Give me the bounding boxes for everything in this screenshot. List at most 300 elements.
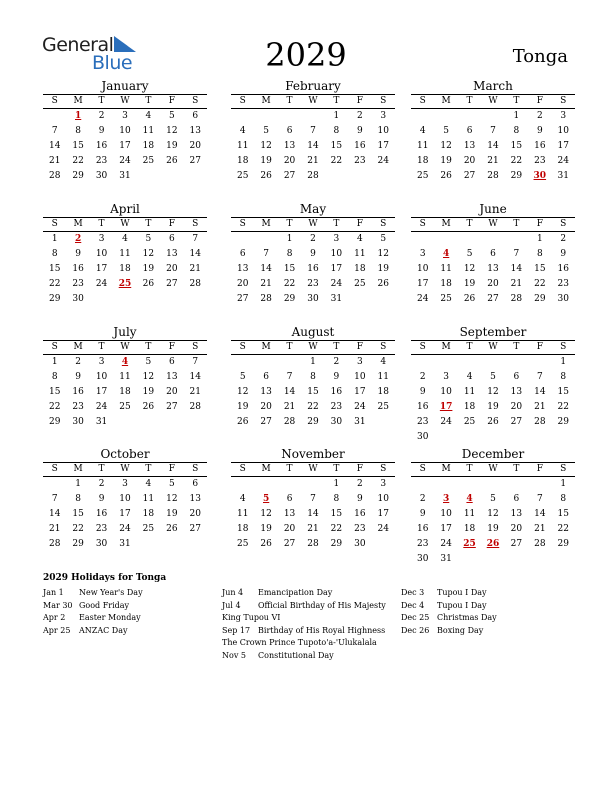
day-cell: 5 <box>490 372 496 382</box>
holiday-date: Jun 4 <box>222 588 244 597</box>
day-cell: 13 <box>236 264 249 274</box>
day-cell: 24 <box>377 524 389 534</box>
day-cell: 29 <box>307 417 319 427</box>
weekday-label: S <box>51 464 58 474</box>
day-cell: 13 <box>510 387 523 397</box>
day-cell: 27 <box>166 279 178 289</box>
weekday-label: M <box>73 342 83 352</box>
day-cell: 13 <box>487 264 499 274</box>
day-cell: 12 <box>142 372 155 382</box>
weekday-label: S <box>380 342 387 352</box>
day-cell <box>411 232 434 247</box>
day-cell: 9 <box>536 126 543 136</box>
day-cell: 15 <box>48 264 61 274</box>
day-cell: 16 <box>95 141 108 151</box>
day-cell: 17 <box>330 264 343 274</box>
day-cell: 8 <box>75 494 81 504</box>
day-cell: 3 <box>98 357 105 367</box>
day-cell: 22 <box>330 156 343 166</box>
day-cell <box>505 430 528 445</box>
day-cell <box>505 477 528 492</box>
day-cell: 8 <box>286 249 293 259</box>
day-cell: 2 <box>419 372 426 382</box>
day-cell: 3 <box>443 372 449 382</box>
day-cell: 17 <box>95 387 108 397</box>
weekday-label: T <box>145 464 152 474</box>
day-cell: 2 <box>75 357 81 367</box>
day-cell: 12 <box>142 249 155 259</box>
week-row <box>231 537 395 552</box>
holiday-entry <box>401 587 497 600</box>
holiday-day-cell: 2 <box>75 234 82 244</box>
holiday-entry <box>222 625 386 638</box>
month-name: January <box>101 79 149 93</box>
brand-word-general: General <box>42 34 114 56</box>
month-october <box>43 447 207 552</box>
day-cell <box>113 292 136 307</box>
week-row <box>411 537 575 552</box>
brand-word-blue: Blue <box>92 52 133 74</box>
day-cell: 11 <box>463 509 476 519</box>
month-january <box>43 79 207 184</box>
day-cell: 25 <box>236 171 249 181</box>
weekday-label: F <box>168 96 175 106</box>
day-cell: 24 <box>95 279 108 289</box>
day-cell: 9 <box>98 494 105 504</box>
day-cell <box>458 552 481 567</box>
month-name: November <box>281 447 345 461</box>
day-cell: 18 <box>119 387 131 397</box>
week-row <box>231 139 395 154</box>
day-cell: 14 <box>260 264 272 274</box>
week-row <box>231 522 395 537</box>
day-cell: 1 <box>51 234 58 244</box>
weekday-label: T <box>333 219 340 229</box>
day-cell: 8 <box>75 126 81 136</box>
day-cell <box>137 537 160 552</box>
day-cell: 31 <box>119 171 131 181</box>
month-name: September <box>459 325 527 339</box>
weekday-label: M <box>441 96 451 106</box>
day-cell: 18 <box>463 524 476 534</box>
day-cell: 22 <box>307 402 319 412</box>
day-cell: 26 <box>377 279 389 289</box>
day-cell: 19 <box>440 156 452 166</box>
day-cell: 3 <box>122 111 128 121</box>
day-cell: 23 <box>307 279 319 289</box>
day-cell: 18 <box>236 524 249 534</box>
day-cell: 10 <box>440 387 452 397</box>
day-cell: 5 <box>443 126 449 136</box>
weekday-label: S <box>380 219 387 229</box>
day-cell: 16 <box>330 387 343 397</box>
day-cell: 13 <box>166 372 178 382</box>
day-cell <box>528 552 551 567</box>
day-cell: 23 <box>72 402 84 412</box>
day-cell: 9 <box>75 249 81 259</box>
day-cell: 17 <box>119 141 131 151</box>
day-cell: 27 <box>283 539 296 549</box>
weekday-label: T <box>333 464 340 474</box>
day-cell: 1 <box>286 234 293 244</box>
day-cell: 6 <box>286 494 293 504</box>
weekday-label: S <box>192 96 199 106</box>
weekday-header <box>411 217 575 232</box>
day-cell <box>231 477 254 492</box>
day-cell: 5 <box>380 234 387 244</box>
week-row <box>231 507 395 522</box>
day-cell <box>231 232 254 247</box>
week-row <box>231 415 395 430</box>
weekday-label: S <box>560 342 567 352</box>
holiday-day-cell: 26 <box>486 539 500 549</box>
weekday-label: T <box>145 96 152 106</box>
day-cell: 15 <box>48 387 61 397</box>
weekday-label: T <box>333 96 340 106</box>
month-february <box>231 79 395 184</box>
weekday-label: F <box>356 342 363 352</box>
day-cell: 24 <box>440 417 452 427</box>
day-cell: 12 <box>487 509 499 519</box>
day-cell: 9 <box>333 372 340 382</box>
week-row <box>43 247 207 262</box>
weekday-header <box>411 340 575 355</box>
holiday-entry <box>401 625 497 638</box>
weekday-label: T <box>145 342 152 352</box>
day-cell <box>481 477 504 492</box>
holiday-date: Apr 2 <box>43 613 66 622</box>
holiday-date: Apr 25 <box>43 625 71 635</box>
holiday-name: ANZAC Day <box>79 625 128 635</box>
holiday-day-cell: 4 <box>121 357 129 367</box>
month-march <box>411 79 575 184</box>
day-cell: 31 <box>354 417 366 427</box>
day-cell: 30 <box>95 171 108 181</box>
day-cell: 7 <box>536 372 543 382</box>
day-cell <box>411 477 434 492</box>
day-cell: 30 <box>330 417 343 427</box>
holiday-entry <box>401 600 497 613</box>
day-cell: 11 <box>236 141 249 151</box>
day-cell: 19 <box>487 402 499 412</box>
day-cell: 21 <box>48 524 61 534</box>
day-cell <box>278 109 301 124</box>
holiday-day-cell: 4 <box>443 249 450 259</box>
day-cell: 7 <box>192 357 199 367</box>
weekday-label: F <box>356 96 363 106</box>
week-row <box>231 355 395 370</box>
weekday-header <box>43 340 207 355</box>
day-cell: 21 <box>307 524 319 534</box>
holiday-entry <box>222 637 386 650</box>
day-cell: 31 <box>119 539 131 549</box>
holiday-day-cell: 25 <box>463 539 476 549</box>
day-cell <box>348 169 371 184</box>
day-cell <box>160 537 183 552</box>
day-cell <box>325 169 348 184</box>
day-cell: 9 <box>560 249 567 259</box>
day-cell: 27 <box>260 417 272 427</box>
holiday-name: Good Friday <box>79 600 130 610</box>
month-name: February <box>285 79 341 93</box>
day-cell <box>43 477 66 492</box>
day-cell: 30 <box>72 294 84 304</box>
day-cell: 1 <box>333 111 340 121</box>
month-july <box>43 325 207 430</box>
day-cell: 13 <box>510 509 523 519</box>
day-cell: 12 <box>487 387 499 397</box>
day-cell: 24 <box>440 539 452 549</box>
week-row <box>411 232 575 247</box>
page-title-year: 2029 <box>265 36 347 74</box>
day-cell: 26 <box>487 417 499 427</box>
holiday-date: Jul 4 <box>222 600 241 610</box>
day-cell: 28 <box>48 539 61 549</box>
holiday-day-cell: 17 <box>439 402 453 412</box>
day-cell: 7 <box>490 126 496 136</box>
week-row <box>411 370 575 385</box>
day-cell: 20 <box>166 264 178 274</box>
day-cell: 13 <box>189 126 201 136</box>
day-cell: 23 <box>557 279 569 289</box>
week-row <box>411 277 575 292</box>
day-cell: 13 <box>260 387 272 397</box>
weekday-label: T <box>98 464 105 474</box>
holiday-name: Tupou I Day <box>437 600 487 610</box>
month-may <box>231 202 395 307</box>
day-cell: 17 <box>440 524 452 534</box>
day-cell: 15 <box>557 387 569 397</box>
week-row <box>231 370 395 385</box>
day-cell <box>184 537 207 552</box>
weekday-label: T <box>286 464 293 474</box>
week-row <box>411 477 575 492</box>
day-cell: 6 <box>192 479 199 489</box>
weekday-label: M <box>441 219 451 229</box>
day-cell: 4 <box>145 479 152 489</box>
day-cell: 30 <box>557 294 569 304</box>
day-cell: 8 <box>536 249 543 259</box>
day-cell: 4 <box>122 234 128 244</box>
day-cell: 26 <box>142 279 155 289</box>
day-cell: 18 <box>142 141 155 151</box>
day-cell: 30 <box>416 554 429 564</box>
weekday-label: S <box>239 219 246 229</box>
weekday-header <box>231 340 395 355</box>
day-cell: 24 <box>119 524 131 534</box>
weekday-label: M <box>261 342 271 352</box>
day-cell <box>301 477 324 492</box>
weekday-label: S <box>419 219 426 229</box>
day-cell: 6 <box>239 249 246 259</box>
day-cell: 4 <box>239 494 246 504</box>
day-cell: 16 <box>72 387 84 397</box>
week-row <box>231 477 395 492</box>
holiday-entry <box>43 625 143 638</box>
weekday-label: T <box>513 219 520 229</box>
day-cell: 8 <box>333 126 340 136</box>
day-cell: 13 <box>283 141 296 151</box>
week-row <box>411 262 575 277</box>
week-row <box>43 415 207 430</box>
holiday-date: Sep 17 <box>222 625 251 635</box>
day-cell: 18 <box>463 402 476 412</box>
holiday-entry <box>222 600 386 613</box>
week-row <box>43 109 207 124</box>
weekday-label: S <box>239 342 246 352</box>
holiday-date: Jan 1 <box>43 588 64 597</box>
day-cell: 26 <box>236 417 249 427</box>
day-cell <box>434 355 457 370</box>
day-cell <box>137 415 160 430</box>
week-row <box>411 507 575 522</box>
day-cell: 12 <box>260 509 272 519</box>
month-april <box>43 202 207 307</box>
weekday-label: F <box>536 464 543 474</box>
holiday-entry <box>401 612 497 625</box>
day-cell: 24 <box>95 402 108 412</box>
day-cell <box>254 355 277 370</box>
weekday-label: S <box>419 464 426 474</box>
week-row <box>231 169 395 184</box>
weekday-header <box>43 462 207 477</box>
day-cell: 17 <box>416 279 429 289</box>
weekday-label: S <box>560 219 567 229</box>
day-cell: 19 <box>166 509 178 519</box>
weekday-label: W <box>488 464 498 474</box>
day-cell: 23 <box>416 539 429 549</box>
day-cell: 5 <box>466 249 473 259</box>
holiday-entry <box>222 612 386 625</box>
day-cell: 29 <box>48 294 61 304</box>
week-row <box>231 247 395 262</box>
day-cell: 22 <box>72 156 84 166</box>
day-cell: 28 <box>534 417 546 427</box>
day-cell: 26 <box>166 156 178 166</box>
day-cell: 18 <box>142 509 155 519</box>
weekday-label: T <box>466 219 473 229</box>
day-cell <box>278 355 301 370</box>
day-cell: 12 <box>166 494 178 504</box>
holiday-name: Birthday of His Royal Highness <box>258 625 386 635</box>
day-cell: 10 <box>354 372 366 382</box>
week-row <box>411 139 575 154</box>
day-cell: 8 <box>513 126 520 136</box>
day-cell: 3 <box>122 479 128 489</box>
day-cell: 15 <box>534 264 546 274</box>
day-cell: 29 <box>557 539 569 549</box>
day-cell: 10 <box>95 372 108 382</box>
day-cell: 2 <box>536 111 543 121</box>
day-cell: 7 <box>286 372 293 382</box>
weekday-label: T <box>98 342 105 352</box>
day-cell: 12 <box>377 249 389 259</box>
day-cell: 5 <box>168 111 175 121</box>
day-cell: 10 <box>330 249 343 259</box>
weekday-label: S <box>380 96 387 106</box>
weekday-label: M <box>261 219 271 229</box>
day-cell: 14 <box>510 264 523 274</box>
weekday-label: F <box>536 342 543 352</box>
day-cell: 21 <box>534 524 546 534</box>
holiday-entry <box>43 587 143 600</box>
week-row <box>43 232 207 247</box>
weekday-label: S <box>380 464 387 474</box>
day-cell <box>458 355 481 370</box>
week-row <box>411 552 575 567</box>
day-cell <box>505 232 528 247</box>
weekday-label: M <box>261 96 271 106</box>
day-cell: 24 <box>416 294 429 304</box>
day-cell: 23 <box>354 524 366 534</box>
day-cell: 25 <box>416 171 429 181</box>
weekday-label: T <box>513 342 520 352</box>
day-cell: 16 <box>72 264 84 274</box>
holiday-entry <box>222 587 386 600</box>
day-cell: 19 <box>236 402 249 412</box>
day-cell: 4 <box>239 126 246 136</box>
weekday-label: S <box>560 464 567 474</box>
holiday-name: Boxing Day <box>437 625 484 635</box>
day-cell: 3 <box>380 479 387 489</box>
day-cell: 6 <box>168 234 175 244</box>
week-row <box>231 385 395 400</box>
day-cell <box>458 232 481 247</box>
day-cell <box>184 415 207 430</box>
day-cell: 7 <box>536 494 543 504</box>
weekday-label: W <box>488 219 498 229</box>
month-december <box>411 447 575 567</box>
day-cell <box>348 292 371 307</box>
day-cell: 10 <box>416 264 429 274</box>
day-cell: 26 <box>142 402 155 412</box>
day-cell: 20 <box>510 402 523 412</box>
day-cell: 12 <box>166 126 178 136</box>
day-cell <box>160 169 183 184</box>
day-cell <box>301 109 324 124</box>
week-row <box>411 169 575 184</box>
holiday-column <box>401 587 497 637</box>
weekday-header <box>231 94 395 109</box>
holiday-name: Emancipation Day <box>258 588 333 597</box>
day-cell <box>160 415 183 430</box>
day-cell: 10 <box>119 494 131 504</box>
day-cell: 16 <box>557 264 569 274</box>
day-cell: 10 <box>440 509 452 519</box>
day-cell: 23 <box>354 156 366 166</box>
day-cell: 26 <box>166 524 178 534</box>
day-cell: 29 <box>72 171 84 181</box>
day-cell <box>372 537 395 552</box>
day-cell: 3 <box>333 234 340 244</box>
week-row <box>231 109 395 124</box>
month-august <box>231 325 395 430</box>
weekday-label: T <box>466 342 473 352</box>
day-cell: 20 <box>260 402 272 412</box>
day-cell: 13 <box>463 141 476 151</box>
day-cell: 25 <box>463 417 476 427</box>
day-cell: 8 <box>560 494 567 504</box>
day-cell <box>528 477 551 492</box>
day-cell: 12 <box>260 141 272 151</box>
day-cell: 6 <box>286 126 293 136</box>
day-cell: 29 <box>48 417 61 427</box>
day-cell: 14 <box>48 141 61 151</box>
day-cell <box>481 232 504 247</box>
day-cell: 16 <box>416 524 429 534</box>
day-cell: 20 <box>463 156 476 166</box>
day-cell: 8 <box>51 249 58 259</box>
